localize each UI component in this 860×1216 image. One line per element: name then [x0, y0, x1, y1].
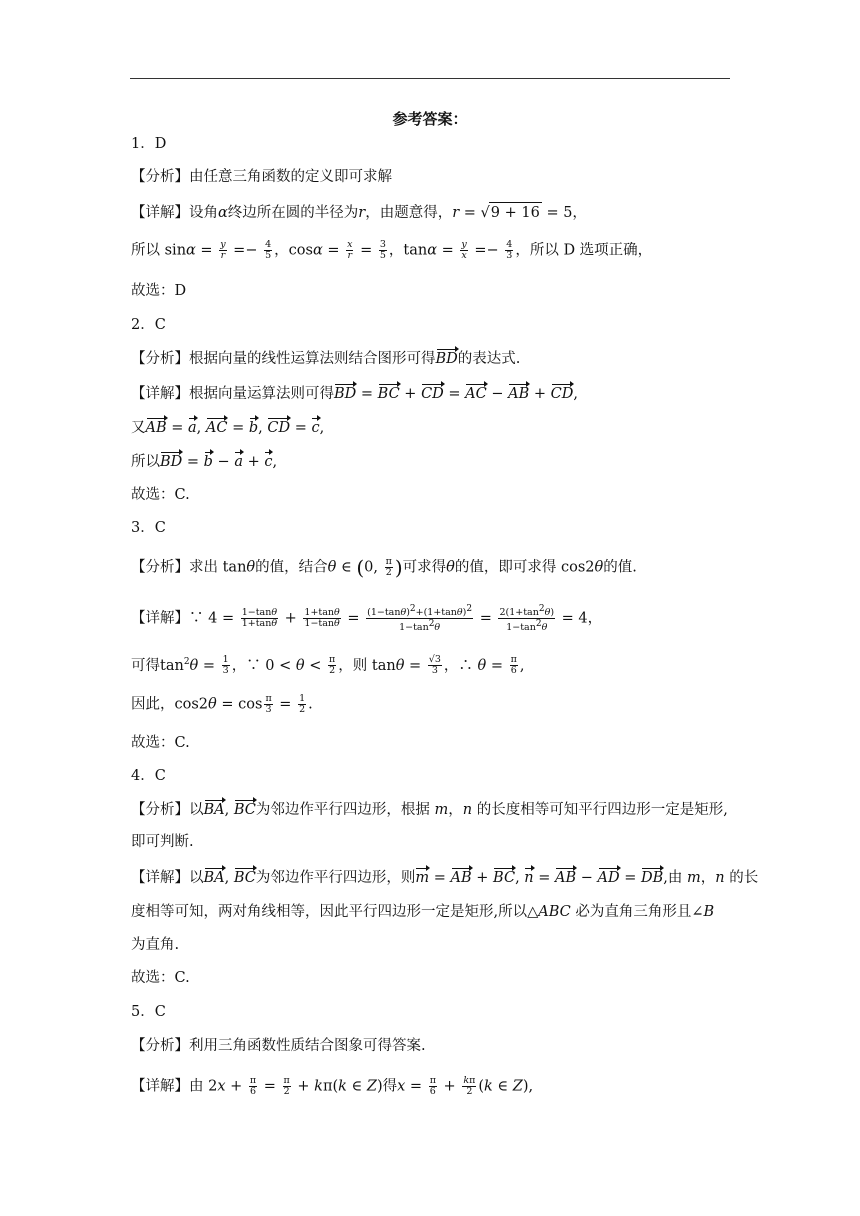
q1-answer: 故选：D — [131, 283, 187, 299]
q3-analysis: 【分析】求出 tanθ的值，结合θ ∈ (0, $\frac{\pi}{2}$ )可求得θ的值，即可求得 cos2θ的值. — [131, 555, 637, 580]
q2-detail-line3: 所以BD = b − a + c, — [131, 454, 278, 470]
q1-detail-line2: 所以 sinα = $\frac{y}{r}$ =− $\frac{4}{5}$ ，cosα = $\frac{x}{r}$ = $\frac{3}{5}$ ，tanα = $\frac{y}{x}$ =− $\frac{4}{3}$ ，所以 D 选项正确， — [131, 239, 653, 261]
q3-number: 3．C — [131, 520, 166, 536]
q2-answer: 故选：C. — [131, 487, 190, 503]
q4-detail-line3: 为直角. — [131, 937, 180, 953]
q3-detail-line3: 因此，cos2θ = cos $\frac{\pi}{3}$ = $\frac{1}{2}$ . — [131, 693, 313, 715]
q1-analysis: 【分析】由任意三角函数的定义即可求解 — [131, 169, 392, 185]
header-rule — [130, 78, 730, 79]
q2-number: 2．C — [131, 317, 166, 333]
q3-answer: 故选：C. — [131, 735, 190, 751]
q1-number: 1．D — [131, 136, 167, 152]
q4-answer: 故选：C. — [131, 970, 190, 986]
q3-detail-line2: 可得$\tan^2\theta$ = $\frac{1}{3}$ ，∵ 0 < θ < $\frac{\pi}{2}$ ，则 tanθ = $\frac{√3}{3}$ ，∴ θ = $\frac{\pi}{6}$ , — [131, 654, 525, 677]
q4-number: 4．C — [131, 768, 166, 784]
page-title: 参考答案： — [392, 110, 468, 128]
q2-detail-line1: 【详解】根据向量运算法则可得BD = BC + CD = AC − AB + CD, — [131, 386, 578, 402]
q4-analysis-line2: 即可判断. — [131, 834, 194, 850]
q3-detail-line1: 【详解】∵ 4 = $\frac{1-\tan\theta}{1+\tan\theta}$ + $\frac{1+\tan\theta}{1-\tan\theta}$ = $\frac{(1-\tan\theta)^2+(1+\tan\theta)^2}{1-\tan^2\theta}$ = $\frac{2(1+\tan^2\theta)}{1-\tan^2\theta}$ = 4， — [131, 604, 603, 634]
q2-analysis: 【分析】根据向量的线性运算法则结合图形可得BD的表达式. — [131, 351, 521, 367]
q5-detail-line1: 【详解】由 2x + $\frac{\pi}{6}$ = $\frac{\pi}{2}$ + kπ(k ∈ Z)得x = $\frac{\pi}{6}$ + $\frac{k\pi}{2}$ (k ∈ Z), — [131, 1075, 534, 1097]
q5-analysis: 【分析】利用三角函数性质结合图象可得答案. — [131, 1038, 426, 1054]
q2-detail-line2: 又AB = a, AC = b, CD = c, — [131, 420, 325, 436]
q4-analysis-line1: 【分析】以BA, BC为邻边作平行四边形，根据 m，n 的长度相等可知平行四边形一定是矩形, — [131, 802, 728, 818]
q1-detail-line1: 【详解】设角α终边所在圆的半径为r，由题意得，r = √9 + 16 = 5， — [131, 202, 587, 223]
q5-number: 5．C — [131, 1004, 166, 1020]
q4-detail-line1: 【详解】以BA, BC为邻边作平行四边形，则m = AB + BC, n = AB − AD = DB,由 m，n 的长 — [131, 870, 759, 886]
q4-detail-line2: 度相等可知，两对角线相等，因此平行四边形一定是矩形,所以△ABC 必为直角三角形且∠B — [131, 904, 715, 920]
